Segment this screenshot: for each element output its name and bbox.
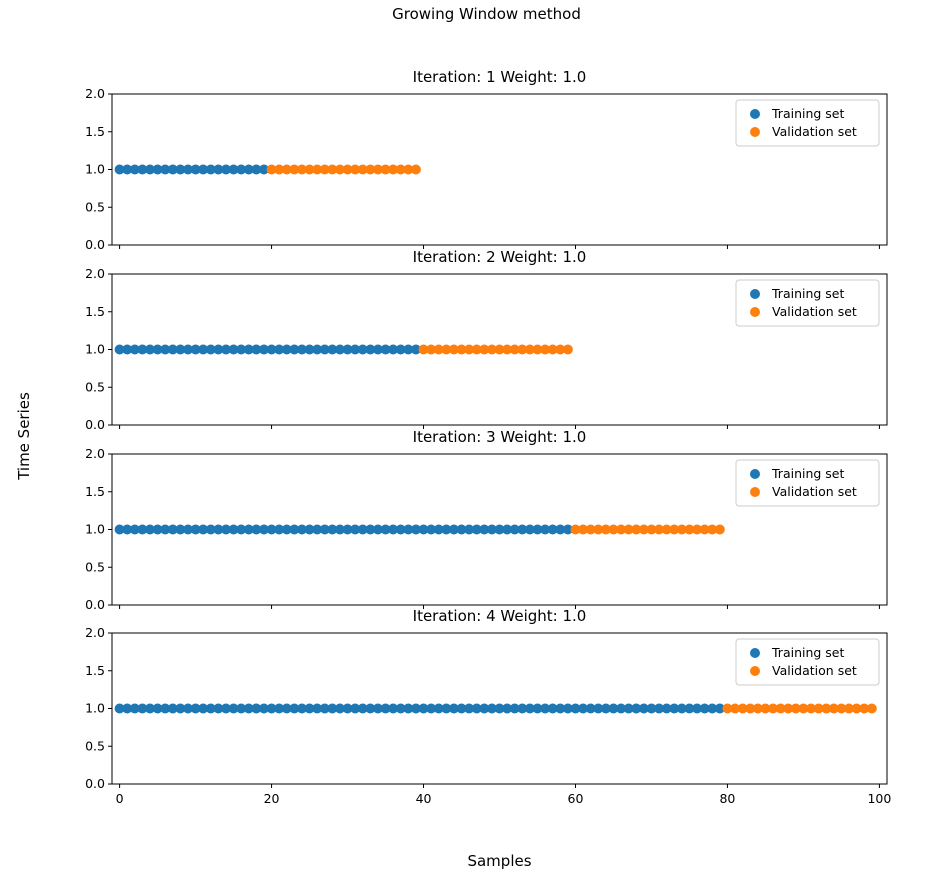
legend-label: Training set: [772, 286, 845, 302]
y-tick-label: 0.5: [85, 738, 105, 754]
y-tick-label: 2.0: [85, 446, 105, 462]
legend-label: Training set: [772, 466, 845, 482]
x-axis-label: Samples: [467, 852, 532, 870]
subplot-2-title: Iteration: 2 Weight: 1.0: [412, 248, 587, 266]
y-tick-label: 0.5: [85, 559, 105, 575]
x-tick-label: 0: [115, 791, 124, 806]
legend-marker: [750, 127, 760, 137]
subplot-3-title: Iteration: 3 Weight: 1.0: [412, 428, 587, 446]
y-tick-label: 1.0: [85, 521, 105, 537]
y-tick-label: 0.0: [85, 417, 105, 433]
legend-label: Training set: [772, 106, 845, 122]
y-axis-label: Time Series: [15, 392, 33, 480]
y-tick-label: 1.0: [85, 341, 105, 357]
y-tick-label: 2.0: [85, 266, 105, 282]
y-tick-label: 1.5: [85, 662, 105, 678]
x-tick-label: 80: [719, 791, 736, 806]
x-tick-label: 100: [867, 791, 892, 806]
x-tick-label: 20: [263, 791, 280, 806]
y-tick-label: 0.0: [85, 597, 105, 613]
legend-marker: [750, 289, 760, 299]
legend-marker: [750, 307, 760, 317]
subplot-iteration-4: [85, 625, 891, 806]
y-tick-label: 0.0: [85, 776, 105, 792]
y-tick-label: 1.0: [85, 161, 105, 177]
legend-marker: [750, 666, 760, 676]
y-tick-label: 1.5: [85, 123, 105, 139]
legend-label: Validation set: [772, 484, 857, 500]
figure-title: Growing Window method: [392, 5, 581, 23]
subplot-iteration-3: [85, 446, 887, 612]
x-tick-label: 40: [415, 791, 432, 806]
legend-marker: [750, 648, 760, 658]
legend-marker: [750, 469, 760, 479]
subplot-iteration-1: [85, 86, 887, 252]
subplot-iteration-2: [85, 266, 887, 432]
y-tick-label: 1.5: [85, 483, 105, 499]
y-tick-label: 0.0: [85, 237, 105, 253]
subplot-1-title: Iteration: 1 Weight: 1.0: [412, 68, 587, 86]
legend-label: Training set: [772, 645, 845, 661]
y-tick-label: 0.5: [85, 379, 105, 395]
subplot-4-title: Iteration: 4 Weight: 1.0: [412, 607, 587, 625]
y-tick-label: 2.0: [85, 625, 105, 641]
y-tick-label: 0.5: [85, 199, 105, 215]
x-tick-label: 60: [567, 791, 584, 806]
y-tick-label: 1.5: [85, 303, 105, 319]
legend-marker: [750, 109, 760, 119]
scatter-dot: [563, 345, 573, 355]
scatter-dot: [867, 704, 877, 714]
scatter-dot: [411, 165, 421, 175]
scatter-dot: [715, 525, 725, 535]
legend-marker: [750, 487, 760, 497]
legend-label: Validation set: [772, 663, 857, 679]
legend-label: Validation set: [772, 124, 857, 140]
legend-label: Validation set: [772, 304, 857, 320]
y-tick-label: 2.0: [85, 86, 105, 102]
y-tick-label: 1.0: [85, 700, 105, 716]
